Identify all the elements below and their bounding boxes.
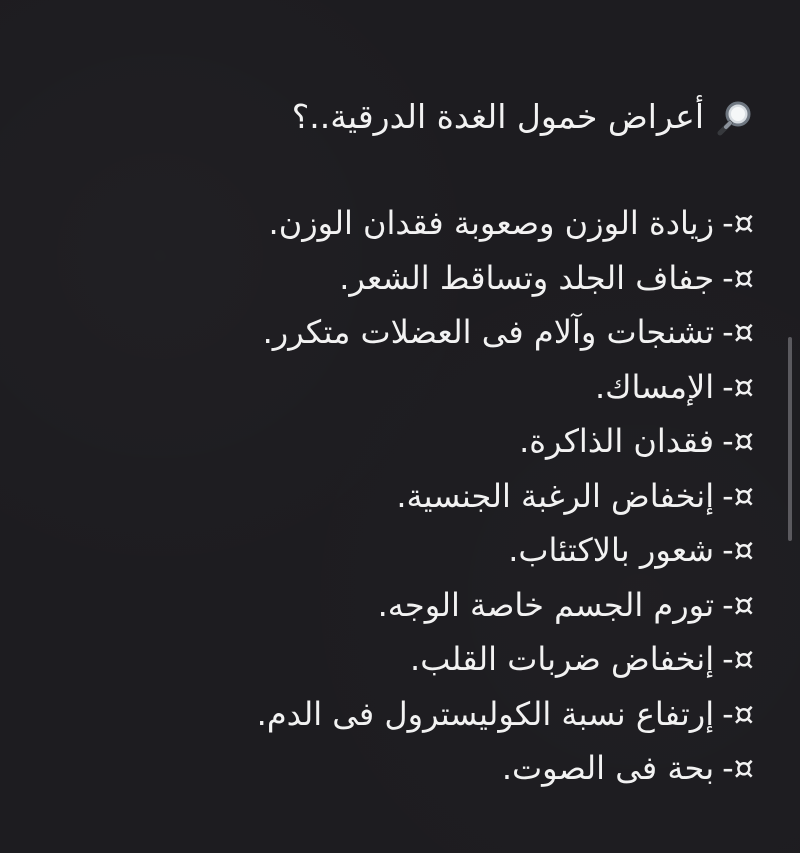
bullet-marker: ¤- [722,694,754,733]
list-item [114,741,754,796]
bullet-marker: ¤- [722,422,754,460]
note-content [114,86,754,796]
list-item [114,632,754,687]
bullet-marker: ¤- [722,313,754,351]
list-item-text: تشنجات وآلام فى العضلات متكرر. [262,313,715,351]
bullet-marker: ¤- [722,640,754,678]
list-item-text: بحة فى الصوت. [501,749,715,787]
list-item [114,360,754,415]
list-item-text: إنخفاض الرغبة الجنسية. [396,476,715,515]
list-item-text: زيادة الوزن وصعوبة فقدان الوزن. [268,204,715,242]
note-title: أعراض خمول الغدة الدرقية..؟ [291,97,704,136]
list-item [114,687,754,742]
symptoms-list [114,196,754,796]
list-item-text: إنخفاض ضربات القلب. [410,640,715,678]
list-item [114,305,754,360]
scrollbar[interactable] [788,337,792,541]
list-item-text: جفاف الجلد وتساقط الشعر. [339,258,715,297]
blank-line [114,148,754,196]
list-item [114,523,754,578]
bullet-marker: ¤- [722,531,754,569]
list-item-text: الإمساك. [594,367,715,406]
list-item [114,196,754,251]
list-item-text: تورم الجسم خاصة الوجه. [377,585,715,624]
magnifying-glass-icon [714,97,754,137]
list-item-text: فقدان الذاكرة. [519,422,715,460]
bullet-marker: ¤- [722,585,754,624]
list-item-text: إرتفاع نسبة الكوليسترول فى الدم. [256,694,715,733]
bullet-marker: ¤- [722,258,754,297]
bullet-marker: ¤- [722,476,754,515]
note-title-row [114,86,754,148]
list-item [114,469,754,524]
bullet-marker: ¤- [722,749,754,787]
bullet-marker: ¤- [722,204,754,242]
list-item [114,414,754,469]
list-item [114,578,754,633]
bullet-marker: ¤- [722,367,754,406]
list-item [114,251,754,306]
list-item-text: شعور بالاكتئاب. [508,531,715,569]
